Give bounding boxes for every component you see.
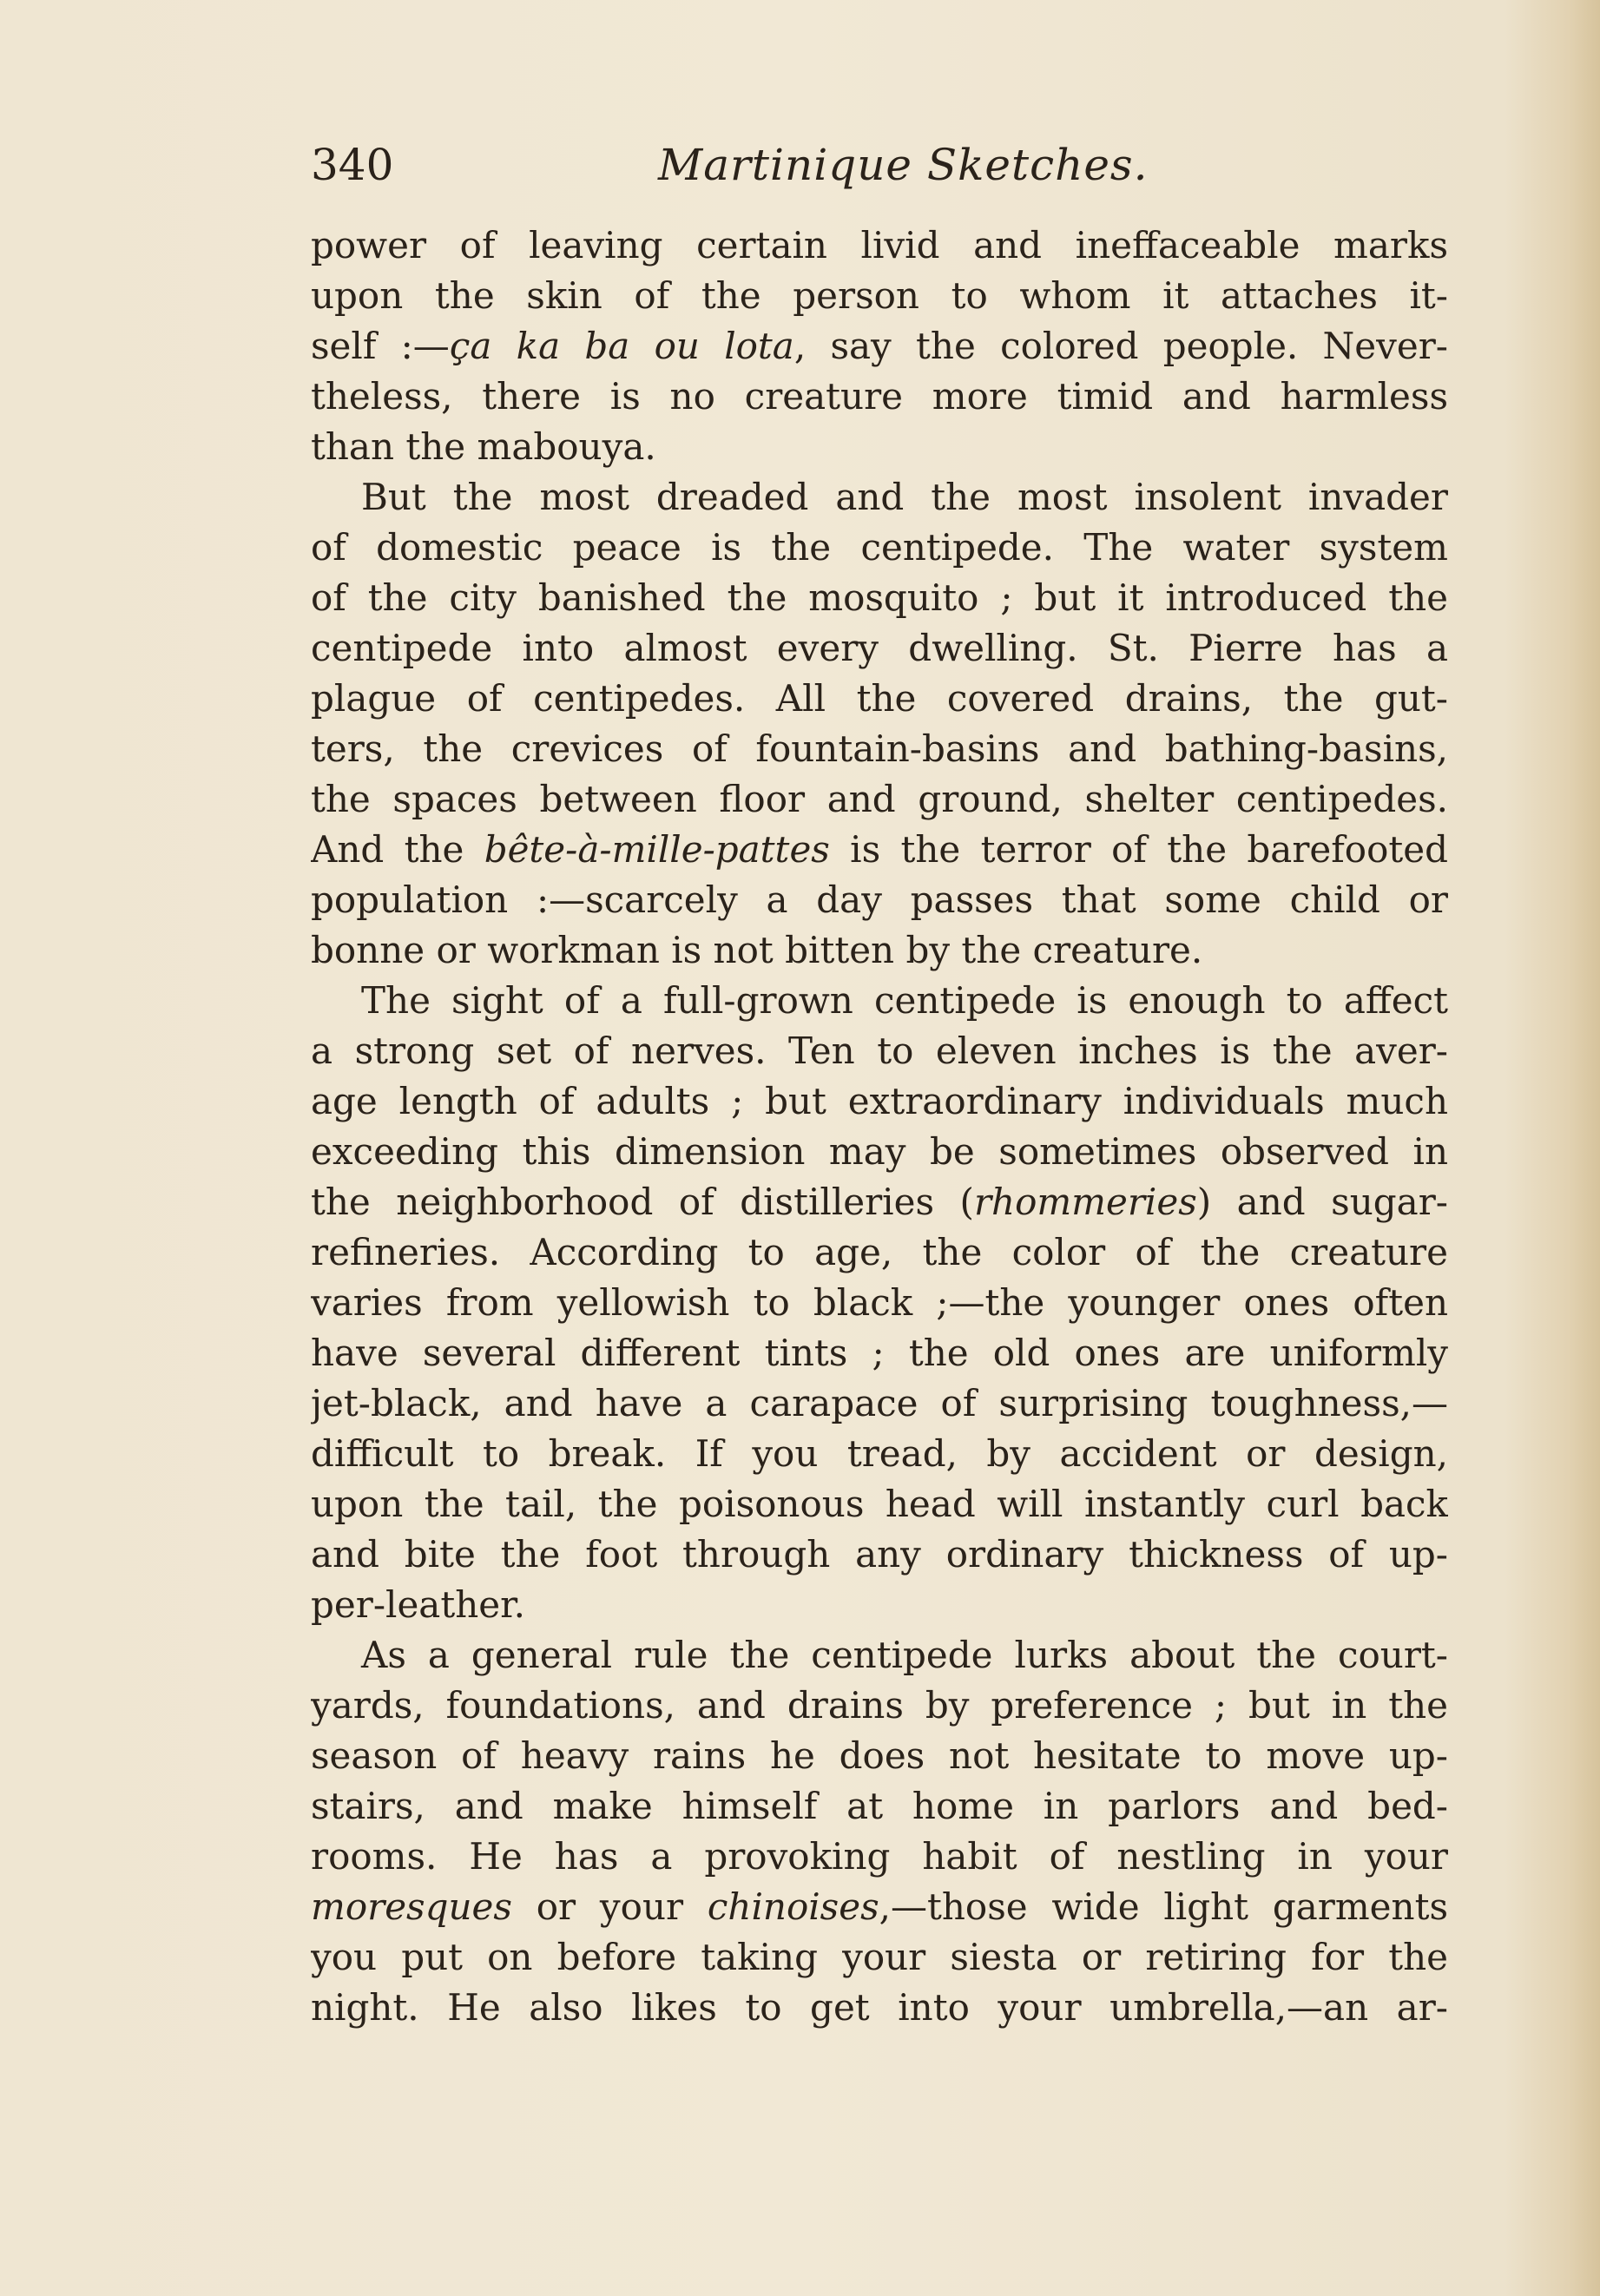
italic-phrase: moresques (311, 1885, 512, 1928)
text-line (311, 1076, 1448, 1127)
text-line (311, 1378, 1448, 1429)
text-line (311, 925, 1448, 976)
text-line (311, 1781, 1448, 1832)
text-segment: upon the skin of the person to whom it attaches it- (311, 274, 1448, 317)
text-line (311, 321, 1448, 372)
text-segment: bonne or workman is not bitten by the creature. (311, 929, 1203, 971)
text-line (311, 220, 1448, 271)
text-segment: rooms. He has a provoking habit of nestling in your (311, 1835, 1448, 1878)
text-segment: centipede into almost every dwelling. St. Pierre has a (311, 627, 1448, 669)
text-line (311, 623, 1448, 674)
page-number: 340 (311, 140, 394, 190)
text-segment: yards, foundations, and drains by preference ; but in the (311, 1684, 1448, 1727)
paragraph (311, 1630, 1448, 2033)
text-segment: have several different tints ; the old ones are uniformly (311, 1332, 1448, 1374)
running-title: Martinique Sketches. (658, 140, 1149, 190)
text-segment: the spaces between floor and ground, shelter centipedes. (311, 778, 1448, 820)
text-line (311, 1832, 1448, 1882)
text-segment: difficult to break. If you tread, by accident or design, (311, 1432, 1448, 1475)
text-line (311, 1026, 1448, 1076)
text-line (311, 573, 1448, 623)
paragraph (311, 472, 1448, 976)
text-line (311, 1580, 1448, 1630)
text-segment: of domestic peace is the centipede. The water system (311, 526, 1448, 569)
text-line (311, 1630, 1448, 1681)
text-segment: night. He also likes to get into your umbrella,—an ar- (311, 1986, 1448, 2029)
paragraph (311, 976, 1448, 1630)
text-segment: ) and sugar- (1196, 1181, 1448, 1223)
text-segment: , say the colored people. Never- (793, 325, 1448, 367)
text-segment: population :—scarcely a day passes that some child or (311, 878, 1448, 921)
text-line (311, 271, 1448, 321)
text-line (311, 774, 1448, 825)
text-segment: stairs, and make himself at home in parlors and bed- (311, 1785, 1448, 1827)
text-segment: a strong set of nerves. Ten to eleven inches is the aver- (311, 1030, 1448, 1072)
text-segment: is the terror of the barefooted (829, 828, 1448, 871)
italic-phrase: chinoises (707, 1885, 879, 1928)
text-line (311, 1227, 1448, 1278)
text-line (311, 976, 1448, 1026)
text-line (311, 1932, 1448, 1983)
text-line (311, 674, 1448, 724)
text-segment: upon the tail, the poisonous head will instantly curl back (311, 1483, 1448, 1525)
text-line (311, 523, 1448, 573)
text-line (311, 1479, 1448, 1530)
text-line (311, 1177, 1448, 1227)
page-header (311, 130, 1448, 200)
text-segment: varies from yellowish to black ;—the younger ones often (311, 1281, 1448, 1324)
text-segment: But the most dreaded and the most insolent invader (361, 476, 1448, 518)
text-line (311, 1278, 1448, 1328)
text-segment: self :— (311, 325, 450, 367)
text-segment: The sight of a full-grown centipede is enough to affect (361, 979, 1448, 1022)
text-segment: theless, there is no creature more timid and harmless (311, 375, 1448, 418)
text-segment: ,—those wide light garments (879, 1885, 1448, 1928)
text-line (311, 1983, 1448, 2033)
text-segment: As a general rule the centipede lurks about the court- (361, 1634, 1448, 1676)
text-segment: ters, the crevices of fountain-basins and bathing-basins, (311, 727, 1448, 770)
text-segment: of the city banished the mosquito ; but it introduced the (311, 576, 1448, 619)
body-text (311, 220, 1448, 2033)
text-line (311, 422, 1448, 472)
text-segment: refineries. According to age, the color of the creature (311, 1231, 1448, 1273)
text-segment: plague of centipedes. All the covered drains, the gut- (311, 677, 1448, 720)
text-segment: or your (511, 1885, 708, 1928)
text-segment: age length of adults ; but extraordinary individuals much (311, 1080, 1448, 1122)
text-line (311, 1681, 1448, 1731)
text-segment: And the (311, 828, 484, 871)
text-segment: than the mabouya. (311, 425, 656, 468)
text-segment: jet-black, and have a carapace of surprising toughness,— (311, 1382, 1448, 1424)
text-line (311, 825, 1448, 875)
text-segment: the neighborhood of distilleries ( (311, 1181, 974, 1223)
text-segment: per-leather. (311, 1583, 525, 1626)
text-line (311, 1328, 1448, 1378)
italic-phrase: bête-à-mille-pattes (484, 828, 830, 871)
italic-phrase: rhommeries (973, 1181, 1197, 1223)
text-line (311, 1530, 1448, 1580)
text-line (311, 1127, 1448, 1177)
text-line (311, 1429, 1448, 1479)
text-line (311, 372, 1448, 422)
text-segment: power of leaving certain livid and ineffaceable marks (311, 224, 1448, 266)
text-line (311, 1882, 1448, 1932)
text-segment: and bite the foot through any ordinary thickness of up- (311, 1533, 1448, 1576)
text-segment: you put on before taking your siesta or retiring for the (311, 1936, 1448, 1978)
text-line (311, 724, 1448, 774)
text-segment: exceeding this dimension may be sometimes observed in (311, 1130, 1448, 1173)
paragraph (311, 220, 1448, 472)
text-line (311, 875, 1448, 925)
text-segment: season of heavy rains he does not hesitate to move up- (311, 1734, 1448, 1777)
text-line (311, 472, 1448, 523)
text-line (311, 1731, 1448, 1781)
italic-phrase: ça ka ba ou lota (449, 325, 794, 367)
